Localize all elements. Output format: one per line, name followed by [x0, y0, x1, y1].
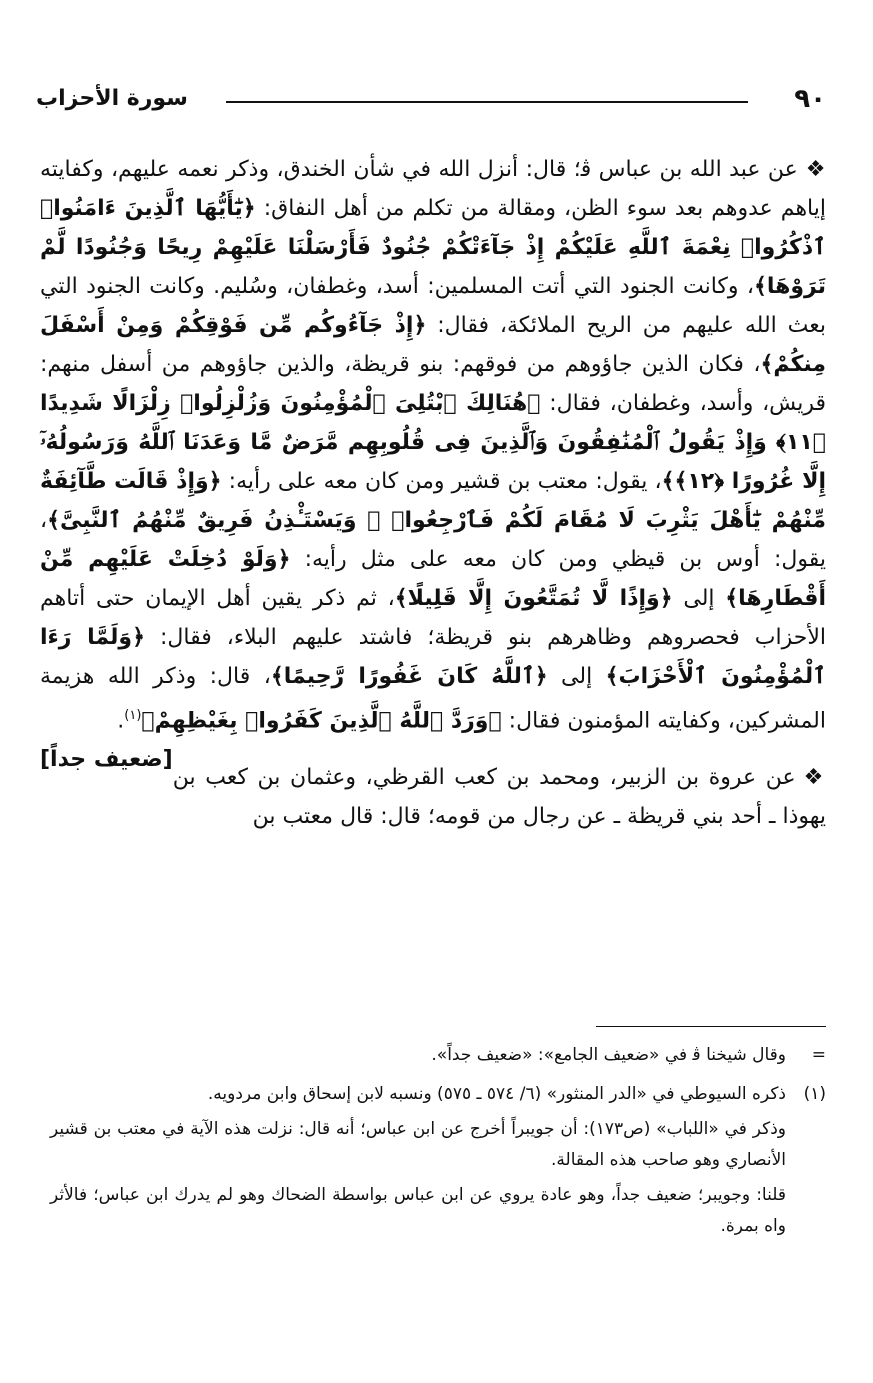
footnote-body — [50, 1040, 786, 1075]
text-segment: إلى — [547, 664, 606, 689]
header-rule — [226, 101, 748, 103]
footnotes — [50, 1040, 826, 1250]
text-segment: عن عبد الله بن عباس ﭬ؛ قال: أنزل الله في شأن الخندق، وذكر نعمه عليهم، وكفايته إياهم عدوهم بعد سوء الظن، ومقالة من تكلم من أهل النفاق: — [40, 157, 826, 221]
quran-verse: ﴿يَٰٓأَيُّهَا ٱلَّذِينَ ءَامَنُوا۟ ٱذْكُرُوا۟ نِعْمَةَ ٱللَّهِ عَلَيْكُمْ إِذْ جَآءَتْكُمْ جُنُودٌ فَأَرْسَلْنَا عَلَيْهِمْ رِيحًا وَجُنُودًا لَّمْ تَرَوْهَا﴾ — [40, 196, 826, 299]
hadith-grade: [ضعيف جداً] — [40, 747, 173, 773]
text-segment: عن عروة بن الزبير، ومحمد بن كعب القرظي، وعثمان بن كعب بن يهوذا ـ أحد بني قريظة ـ عن رجال من قومه؛ قال: قال معتب بن — [172, 765, 826, 830]
footnote-body — [50, 1079, 786, 1246]
footnote-line: ذكره السيوطي في «الدر المنثور» (٦/ ٥٧٤ ـ ٥٧٥) ونسبه لابن إسحاق وابن مردويه. — [207, 1084, 786, 1104]
quran-verse: ﴿وَلَمَّا رَءَا ٱلْمُؤْمِنُونَ ٱلْأَحْزَابَ﴾ — [40, 625, 826, 689]
paragraph-1 — [40, 150, 827, 773]
main-text — [40, 150, 826, 854]
footnote-mark: (١) — [803, 1084, 826, 1104]
text-segment: ، قال: وذكر الله هزيمة المشركين، وكفايته المؤمنون فقال: — [40, 664, 826, 734]
bullet-icon: ❖ — [805, 157, 826, 182]
quran-verse: ﴿هُنَالِكَ ٱبْتُلِىَ ٱلْمُؤْمِنُونَ وَزُلْزِلُوا۟ زِلْزَالًا شَدِيدًا ﴿١١﴾ وَإِذْ يَقُولُ ٱلْمُنَٰفِقُونَ وَٱلَّذِينَ فِى قُلُوبِهِم مَّرَضٌ مَّا وَعَدَنَا ٱللَّهُ وَرَسُولُهُۥٓ إِلَّا غُرُورًا ﴿١٢﴾﴾ — [40, 391, 826, 494]
text-segment: ، ثم ذكر يقين أهل الإيمان حتى أتاهم الأحزاب فحصروهم وظاهرهم بنو قريظة؛ فاشتد عليهم البلاء، فقال: — [40, 586, 827, 650]
page-number: ٩٠ — [794, 84, 826, 114]
text-segment: ، وكانت الجنود التي أتت المسلمين: أسد، وغطفان، وسُليم. وكانت الجنود التي بعث الله عليهم من الريح الملائكة، فقال: — [40, 274, 826, 338]
text-segment: إلى — [672, 586, 726, 611]
text-segment: ، يقول: أوس بن قيظي ومن كان معه على مثل رأيه: — [40, 508, 826, 572]
footnote-line: قلنا: وجويبر؛ ضعيف جداً، وهو عادة يروي عن ابن عباس بواسطة الضحاك وهو لم يدرك ابن عباس؛ فالأثر واه بمرة. — [50, 1185, 786, 1236]
bullet-icon: ❖ — [803, 765, 826, 791]
footnote-continuation — [50, 1040, 826, 1075]
quran-verse: ﴿وَإِذْ قَالَت طَّآئِفَةٌ مِّنْهُمْ يَٰٓأَهْلَ يَثْرِبَ لَا مُقَامَ لَكُمْ فَٱرْجِعُوا۟ ۚ وَيَسْتَـْٔذِنُ فَرِيقٌ مِّنْهُمُ ٱلنَّبِىَّ﴾ — [40, 469, 826, 533]
quran-verse: ﴿ٱللَّهُ كَانَ غَفُورًا رَّحِيمًا﴾ — [270, 664, 548, 689]
footnote-1 — [50, 1079, 826, 1246]
quran-verse: ﴿وَلَوْ دُخِلَتْ عَلَيْهِم مِّنْ أَقْطَارِهَا﴾ — [40, 547, 826, 611]
surah-title: سورة الأحزاب — [36, 86, 188, 111]
footnote-reference: (١) — [124, 708, 142, 723]
footnote-mark: = — [811, 1045, 826, 1065]
quran-verse: ﴿وَرَدَّ ٱللَّهُ ٱلَّذِينَ كَفَرُوا۟ بِغَيْظِهِمْ﴾ — [141, 708, 502, 734]
text-segment: ، فكان الذين جاؤوهم من فوقهم: بنو قريظة، والذين جاؤوهم من أسفل منهم: قريش، وأسد، وغطفان، فقال: — [40, 352, 826, 416]
footnote-line: وقال شيخنا ﭬ في «ضعيف الجامع»: «ضعيف جداً». — [431, 1045, 786, 1065]
text-segment: ، يقول: معتب بن قشير ومن كان معه على رأيه: — [221, 469, 662, 494]
footnote-line: وذكر في «اللباب» (ص١٧٣): أن جويبراً أخرج عن ابن عباس؛ أنه قال: نزلت هذه الآية في معتب بن قشير الأنصاري وهو صاحب هذه المقالة. — [50, 1119, 787, 1170]
quran-verse: ﴿إِذْ جَآءُوكُم مِّن فَوْقِكُمْ وَمِنْ أَسْفَلَ مِنكُمْ﴾ — [40, 313, 826, 377]
footnote-divider — [596, 1026, 826, 1027]
page-header — [36, 84, 826, 124]
sentence-end: . — [117, 708, 125, 734]
quran-verse: ﴿وَإِذًا لَّا تُمَتَّعُونَ إِلَّا قَلِيلًا﴾ — [394, 586, 673, 611]
